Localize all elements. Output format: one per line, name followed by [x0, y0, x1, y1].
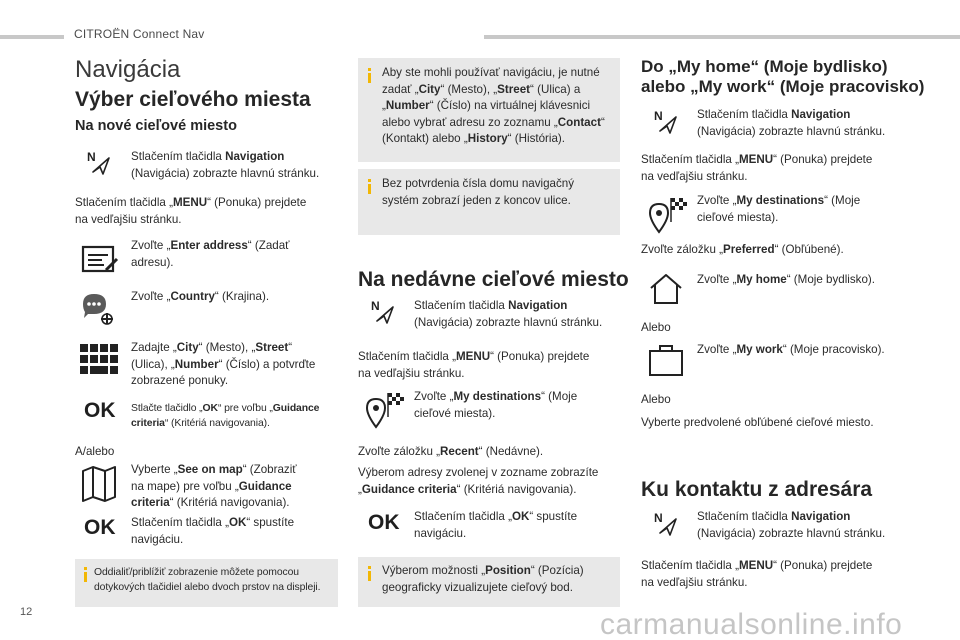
home-icon — [648, 272, 684, 306]
info-icon — [84, 567, 87, 582]
instruction-my-destinations-2: Zvoľte „My destinations“ (Moje cieľové miesta). — [414, 390, 578, 420]
navigation-n-icon — [87, 150, 113, 176]
ok-icon: OK — [84, 399, 116, 422]
section-heading-home-work: Do „My home“ (Moje bydlisko) alebo „My work“ (Moje pracovisko) — [641, 57, 925, 96]
header-rule-right — [484, 35, 960, 39]
text-alebo-2: Alebo — [641, 393, 671, 406]
page-title: Navigácia — [75, 56, 181, 83]
instruction-select-address: Výberom adresy zvolenej v zozname zobrazíte „Guidance criteria“ (Kritériá navigovania). — [358, 466, 599, 496]
instruction-country: Zvoľte „Country“ (Krajina). — [131, 290, 270, 303]
ok-icon: OK — [84, 516, 116, 539]
text-alebo-1: Alebo — [641, 321, 671, 334]
instruction-navigation-4: Stlačením tlačidla Navigation (Navigácia) zobrazte hlavnú stránku. — [697, 510, 886, 540]
my-destinations-icon — [647, 196, 687, 234]
instruction-my-work: Zvoľte „My work“ (Moje pracovisko). — [697, 343, 885, 356]
instruction-enter-address: Zvoľte „Enter address“ (Zadať adresu). — [131, 239, 290, 269]
info-icon — [368, 68, 371, 83]
instruction-my-home: Zvoľte „My home“ (Moje bydlisko). — [697, 273, 875, 286]
map-icon — [80, 465, 118, 503]
work-briefcase-icon — [648, 343, 684, 377]
instruction-menu-3: Stlačením tlačidla „MENU“ (Ponuka) prejdete na vedľajšiu stránku. — [641, 153, 873, 183]
my-destinations-icon — [364, 391, 404, 429]
subheading-new-destination: Na nové cieľové miesto — [75, 118, 237, 134]
ok-icon: OK — [368, 511, 400, 534]
instruction-preferred-tab: Zvoľte záložku „Preferred“ (Obľúbené). — [641, 243, 844, 256]
note-zoom-text: Oddialiť/priblížiť zobrazenie môžete pomocou dotykových tlačidiel alebo dvoch prstov na displeji. — [94, 567, 321, 593]
instruction-city-street-number: Zadajte „City“ (Mesto), „Street“ (Ulica), „Number“ (Číslo) a potvrďte zobrazené ponuky. — [131, 341, 316, 387]
instruction-see-on-map: Vyberte „See on map“ (Zobraziť na mape) pre voľbu „Guidance criteria“ (Kritériá navigovania). — [131, 463, 297, 509]
section-heading-select-destination: Výber cieľového miesta — [75, 88, 311, 111]
instruction-ok-guidance: Stlačte tlačidlo „OK“ pre voľbu „Guidance criteria“ (Kritériá navigovania). — [131, 403, 320, 429]
svg-text:N: N — [654, 511, 663, 525]
watermark: carmanualsonline.info — [600, 608, 903, 640]
instruction-my-destinations-3: Zvoľte „My destinations“ (Moje cieľové miesta). — [697, 194, 861, 224]
svg-text:N: N — [371, 299, 380, 313]
note-house-number-text: Bez potvrdenia čísla domu navigačný systém zobrazí jeden z koncov ulice. — [382, 177, 575, 207]
note-address-input-text: Aby ste mohli používať navigáciu, je nutné zadať „City“ (Mesto), „Street“ (Ulica) a „Number“ (Číslo) na virtuálnej klávesnici alebo vybrať adresu zo zoznamu „Contact“ (Kontakt) alebo „History“ (História). — [382, 66, 605, 145]
instruction-ok-start: Stlačením tlačidla „OK“ spustíte navigáciu. — [131, 516, 295, 546]
header-rule-left — [0, 35, 64, 39]
text-alebo: A/alebo — [75, 445, 115, 458]
note-position-text: Výberom možnosti „Position“ (Pozícia) geograficky vizualizujete cieľový bod. — [382, 564, 584, 594]
instruction-recent-tab: Zvoľte záložku „Recent“ (Nedávne). — [358, 445, 544, 458]
svg-text:N: N — [654, 109, 663, 123]
instruction-menu-1: Stlačením tlačidla „MENU“ (Ponuka) prejdete na vedľajšiu stránku. — [75, 196, 307, 226]
info-icon — [368, 566, 371, 581]
navigation-n-icon — [654, 109, 680, 135]
svg-text:N: N — [87, 150, 96, 164]
instruction-ok-start-2: Stlačením tlačidla „OK“ spustíte navigáciu. — [414, 510, 578, 540]
instruction-navigation-2: Stlačením tlačidla Navigation (Navigácia) zobrazte hlavnú stránku. — [414, 299, 603, 329]
section-heading-contact: Ku kontaktu z adresára — [641, 478, 873, 501]
keyboard-grid-icon — [80, 344, 118, 374]
enter-address-icon — [80, 240, 120, 276]
section-heading-recent-destination: Na nedávne cieľové miesto — [358, 268, 629, 291]
page-number: 12 — [20, 606, 33, 618]
instruction-preset-favorite: Vyberte predvolené obľúbené cieľové miesto. — [641, 416, 874, 429]
instruction-navigation-3: Stlačením tlačidla Navigation (Navigácia) zobrazte hlavnú stránku. — [697, 108, 886, 138]
instruction-navigation-1: Stlačením tlačidla Navigation (Navigácia) zobrazte hlavnú stránku. — [131, 150, 320, 180]
header-brand: CITROËN Connect Nav — [74, 27, 205, 41]
instruction-menu-4: Stlačením tlačidla „MENU“ (Ponuka) prejdete na vedľajšiu stránku. — [641, 559, 873, 589]
navigation-n-icon — [371, 299, 397, 325]
instruction-menu-2: Stlačením tlačidla „MENU“ (Ponuka) prejdete na vedľajšiu stránku. — [358, 350, 590, 380]
navigation-n-icon — [654, 511, 680, 537]
country-globe-icon — [80, 290, 118, 326]
info-icon — [368, 179, 371, 194]
